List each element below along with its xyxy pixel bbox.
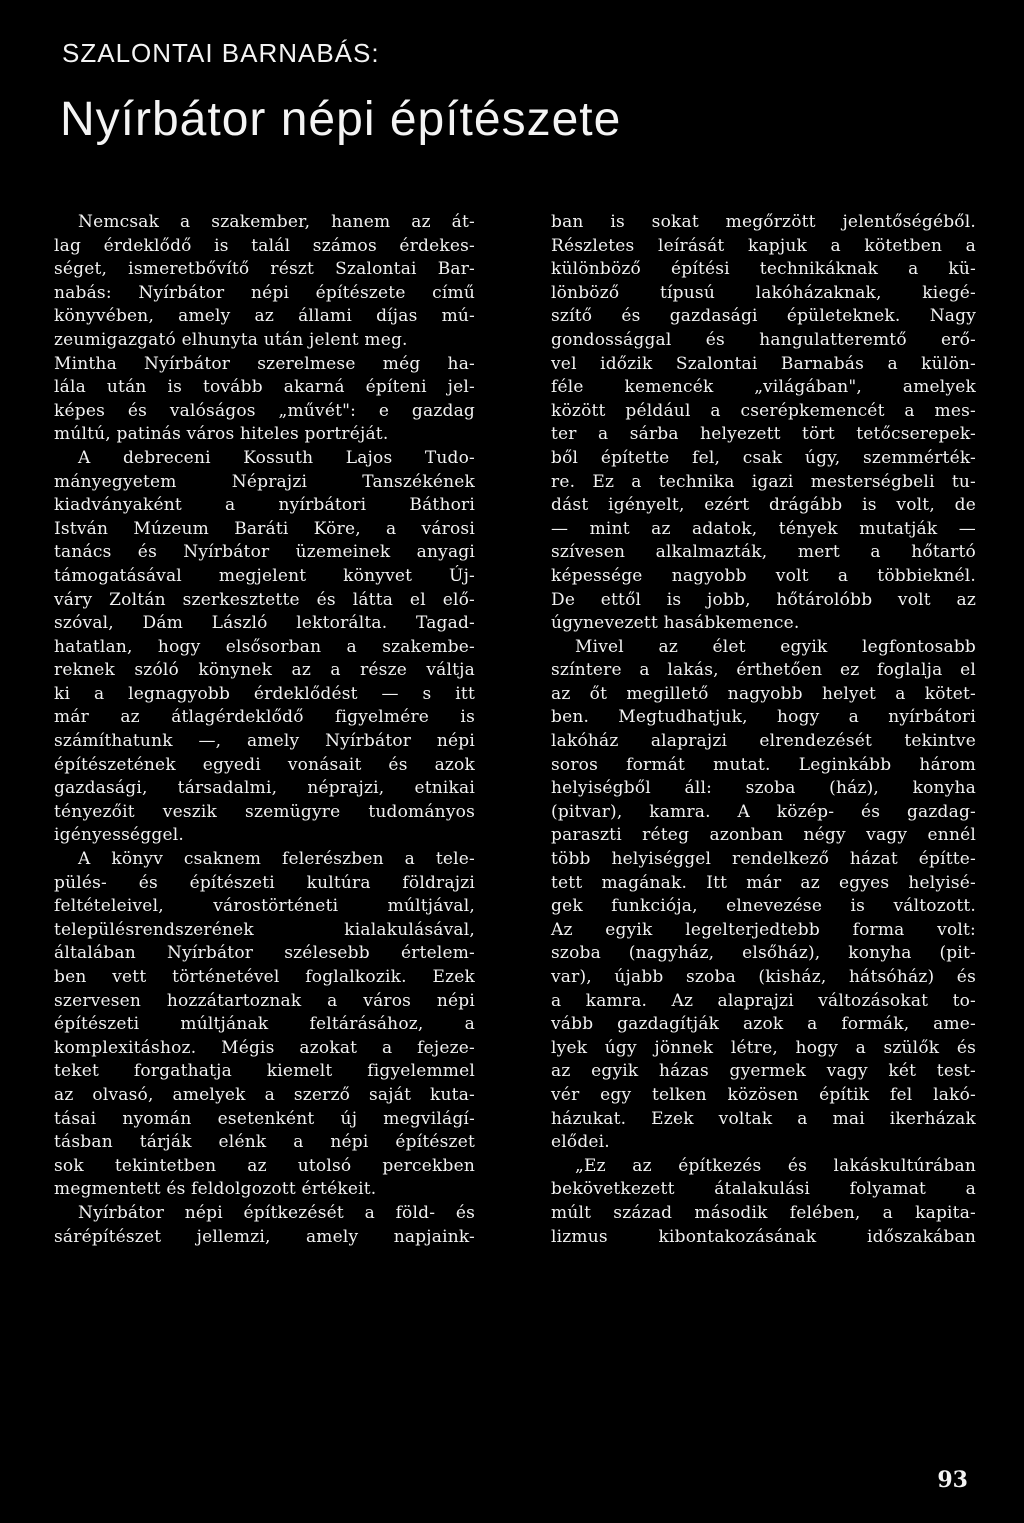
text-line: tanács és Nyírbátor üzemeinek anyagi	[54, 542, 475, 563]
text-line: már az átlagérdeklődő figyelmére is	[54, 707, 475, 728]
text-line: tett magának. Itt már az egyes helyisé-	[551, 872, 976, 893]
text-line: vel időzik Szalontai Barnabás a külön-	[551, 353, 976, 374]
text-line: képes és valóságos „művét": e gazdag	[54, 400, 475, 421]
text-line: Nyírbátor népi építkezését a föld- és	[78, 1202, 475, 1223]
text-line: ter a sárba helyezett tört tetőcserepek-	[551, 424, 976, 445]
text-line: sok tekintetben az utolsó percekben	[54, 1155, 475, 1176]
text-line: lag érdeklődő is talál számos érdekes-	[54, 235, 475, 256]
text-line: ben vett történetével foglalkozik. Ezek	[54, 967, 475, 987]
text-line: tásai nyomán esetenként új megvilágí-	[54, 1108, 475, 1129]
text-line: zeumigazgató elhunyta után jelent meg.	[54, 329, 408, 350]
right-text-column	[551, 211, 976, 1249]
text-line: a kamra. Az alaprajzi változásokat to-	[551, 990, 976, 1011]
text-line: általában Nyírbátor szélesebb értelem-	[54, 943, 475, 964]
text-line: „Ez az építkezés és lakáskultúrában	[575, 1155, 976, 1176]
text-line: településrendszerének kialakulásával,	[54, 919, 475, 940]
text-line: lizmus kibontakozásának időszakában	[551, 1226, 976, 1247]
text-line: Mivel az élet egyik legfontosabb	[575, 636, 976, 657]
text-line: múlt század második felében, a kapita-	[551, 1202, 976, 1223]
text-line: A debreceni Kossuth Lajos Tudo-	[78, 447, 475, 468]
text-line: elődei.	[551, 1132, 610, 1153]
text-line: között például a cserépkemencét a mes-	[551, 400, 976, 421]
text-line: gazdasági, társadalmi, néprajzi, etnikai	[54, 778, 475, 799]
text-line: az őt megillető nagyobb helyet a kötet-	[551, 683, 976, 704]
text-line: szervesen hozzátartoznak a város népi	[54, 990, 475, 1011]
text-line: A könyv csaknem felerészben a tele-	[78, 849, 475, 870]
text-line: múltú, patinás város hiteles portréját.	[54, 424, 389, 445]
text-line: hatatlan, hogy elsősorban a szakembe-	[54, 636, 475, 657]
text-line: lála után is tovább akarná építeni jel-	[54, 377, 475, 398]
text-line: gek funkciója, elnevezése is változott.	[551, 896, 976, 917]
text-line: támogatásával megjelent könyvet Új-	[54, 565, 475, 586]
text-line: Mintha Nyírbátor szerelmese még ha-	[54, 353, 475, 374]
text-line: gondossággal és hangulatteremtő erő-	[551, 329, 976, 350]
text-line: paraszti réteg azonban négy vagy ennél	[551, 825, 976, 846]
text-line: képessége nagyobb volt a többieknél.	[551, 565, 976, 586]
text-line: ből építette fel, csak úgy, szemmérték-	[551, 447, 976, 468]
text-line: bekövetkezett átalakulási folyamat a	[551, 1179, 976, 1200]
text-line: nabás: Nyírbátor népi építészete című	[54, 282, 475, 303]
page-number: 93	[937, 1467, 968, 1493]
text-line: megmentett és feldolgozott értékeit.	[54, 1179, 377, 1200]
text-line: ban is sokat megőrzött jelentőségéből.	[551, 212, 976, 232]
text-line: ki a legnagyobb érdeklődést — s itt	[54, 683, 475, 704]
author-heading: SZALONTAI BARNABÁS:	[62, 38, 380, 68]
text-line: Az egyik legelterjedtebb forma volt:	[551, 919, 976, 940]
text-line: lyek úgy jönnek létre, hogy a szülők és	[551, 1037, 976, 1058]
text-line: Részletes leírását kapjuk a kötetben a	[551, 235, 976, 256]
text-line: ben. Megtudhatjuk, hogy a nyírbátori	[551, 707, 976, 728]
text-line: színtere a lakás, érthetően ez foglalja el	[551, 660, 976, 681]
text-line: szítő és gazdasági épületeknek. Nagy	[551, 306, 976, 327]
text-line: séget, ismeretbővítő részt Szalontai Bar-	[54, 259, 475, 280]
text-line: teket forgathatja kiemelt figyelemmel	[54, 1061, 475, 1082]
text-line: feltételeivel, várostörténeti múltjával,	[54, 896, 475, 917]
text-line: Nemcsak a szakember, hanem az át-	[78, 212, 475, 232]
text-line: komplexitáshoz. Mégis azokat a fejeze-	[54, 1037, 475, 1058]
text-line: István Múzeum Baráti Köre, a városi	[54, 518, 475, 539]
text-line: kiadványaként a nyírbátori Báthori	[54, 495, 475, 516]
text-line: számíthatunk —, amely Nyírbátor népi	[54, 731, 475, 752]
text-line: úgynevezett hasábkemence.	[551, 613, 800, 634]
left-text-column	[54, 211, 475, 1249]
text-line: építészeti múltjának feltárásához, a	[54, 1014, 475, 1035]
text-line: váry Zoltán szerkesztette és látta el elő-	[54, 589, 475, 610]
text-line: var), újabb szoba (kisház, hátsóház) és	[551, 967, 976, 987]
text-line: tényezőit veszik szemügyre tudományos	[54, 801, 475, 822]
text-line: vább gazdagítják azok a formák, ame-	[551, 1014, 976, 1035]
text-line: szóval, Dám László lektorálta. Tagad-	[54, 613, 475, 634]
text-line: szoba (nagyház, elsőház), konyha (pit-	[551, 943, 976, 964]
text-line: építészetének egyedi vonásait és azok	[54, 754, 475, 775]
text-line: re. Ez a technika igazi mesterségbeli tu-	[551, 471, 976, 492]
text-line: az olvasó, amelyek a szerző saját kuta-	[54, 1084, 475, 1105]
article-title: Nyírbátor népi építészete	[60, 93, 622, 146]
text-line: mányegyetem Néprajzi Tanszékének	[54, 471, 475, 492]
text-line: pülés- és építészeti kultúra földrajzi	[54, 872, 475, 893]
text-line: reknek szóló könynek az a része váltja	[54, 660, 475, 681]
text-line: igényességgel.	[54, 825, 184, 846]
text-line: soros formát mutat. Leginkább három	[551, 754, 976, 775]
text-line: házukat. Ezek voltak a mai ikerházak	[551, 1108, 976, 1129]
text-line: több helyiséggel rendelkező házat építte-	[551, 849, 976, 870]
text-line: (pitvar), kamra. A közép- és gazdag-	[551, 801, 976, 822]
text-line: szívesen alkalmazták, mert a hőtartó	[551, 542, 976, 563]
text-line: tásban tárják elénk a népi építészet	[54, 1132, 475, 1153]
text-line: könyvében, amely az állami díjas mú-	[54, 306, 475, 327]
text-line: féle kemencék „világában", amelyek	[551, 377, 976, 398]
text-line: — mint az adatok, tények mutatják —	[551, 518, 976, 539]
text-line: lakóház alaprajzi elrendezését tekintve	[551, 731, 976, 752]
text-line: lönböző típusú lakóházaknak, kiegé-	[551, 282, 976, 303]
text-line: De ettől is jobb, hőtárolóbb volt az	[551, 589, 976, 610]
text-line: helyiségből áll: szoba (ház), konyha	[551, 778, 976, 799]
text-line: dást igényelt, ezért drágább is volt, de	[551, 495, 976, 516]
text-line: sárépítészet jellemzi, amely napjaink-	[54, 1226, 475, 1247]
text-line: vér egy telken közösen építik fel lakó-	[551, 1084, 976, 1105]
text-line: különböző építési technikáknak a kü-	[551, 259, 976, 280]
text-line: az egyik házas gyermek vagy két test-	[551, 1061, 976, 1082]
